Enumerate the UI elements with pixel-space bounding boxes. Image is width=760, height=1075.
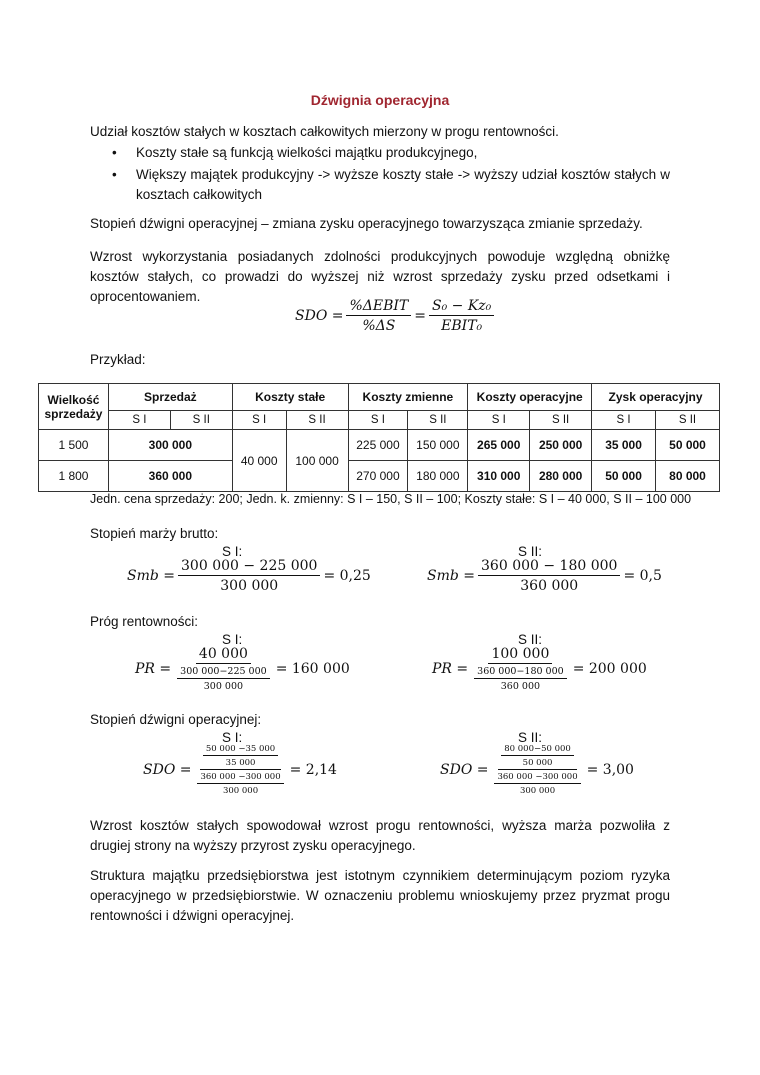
conclusion-paragraph-2: Struktura majątku przedsiębiorstwa jest istotnym czynnikiem determinującym poziom ryzyka operacyjnego w przedsiębiorstwie. W oznaczeniu problemu wnioskujemy przez pryzmat progu rentowności i dźwigni operacyjnej. xyxy=(90,868,670,923)
table-row xyxy=(39,430,720,461)
sdo-s1-formula xyxy=(143,744,337,796)
formula-numerator: 300 000 − 225 000 xyxy=(178,558,320,576)
bullet-icon: • xyxy=(112,167,117,182)
inner-numerator: 50 000 −35 000 xyxy=(203,744,278,756)
cell-variable-s1: 270 000 xyxy=(348,461,408,492)
formula-denominator: 300 000 xyxy=(220,578,279,594)
cell-profit-s1: 35 000 xyxy=(592,430,656,461)
subheader: S II xyxy=(656,411,720,430)
smb-s1-label: S I: xyxy=(222,544,243,559)
sdo-heading: Stopień dźwigni operacyjnej: xyxy=(90,712,262,727)
inner-denominator: 35 000 xyxy=(225,758,256,768)
inner-fraction xyxy=(203,744,278,768)
cell-variable-s2: 180 000 xyxy=(408,461,468,492)
formula-numerator xyxy=(200,744,281,770)
cell-profit-s2: 80 000 xyxy=(656,461,720,492)
inner-numerator: 360 000−180 000 xyxy=(474,666,567,679)
page-title: Dźwignia operacyjna xyxy=(310,92,450,108)
pr-s1-formula xyxy=(135,646,350,692)
explanation-text: Wzrost wykorzystania posiadanych zdolności produkcyjnych powoduje względną obniżkę kosztów stałych, co prowadzi do wyższej niż wzrost sprzedaży zysku przed odsetkami i oprocentowaniem. xyxy=(90,249,670,304)
formula-denominator: %ΔS xyxy=(362,318,396,334)
formula-numerator: 40 000 xyxy=(196,646,251,664)
subheader: S I xyxy=(232,411,286,430)
bullet-icon: • xyxy=(112,145,117,160)
cell-profit-s2: 50 000 xyxy=(656,430,720,461)
list-item xyxy=(112,143,670,163)
bullet-list xyxy=(112,143,670,207)
sdo-s2-formula xyxy=(440,744,634,796)
formula-equals: = xyxy=(414,308,427,324)
inner-fraction xyxy=(197,772,283,796)
formula-numerator: 360 000 − 180 000 xyxy=(478,558,620,576)
subheader: S II xyxy=(286,411,348,430)
subheader: S I xyxy=(108,411,170,430)
smb-s2-formula xyxy=(427,558,662,594)
list-item xyxy=(112,165,670,205)
header-operating-costs: Koszty operacyjne xyxy=(468,384,592,411)
inner-denominator: 50 000 xyxy=(522,758,553,768)
formula-fraction xyxy=(346,298,411,334)
cell-operating-s2: 250 000 xyxy=(530,430,592,461)
intro-text: Udział kosztów stałych w kosztach całkowitych mierzony w progu rentowności. xyxy=(90,124,559,139)
definition-text: Stopień dźwigni operacyjnej – zmiana zysku operacyjnego towarzysząca zmianie sprzedaży. xyxy=(90,216,643,231)
formula-lhs: Smb = xyxy=(127,568,176,584)
inner-numerator: 80 000−50 000 xyxy=(501,744,574,756)
formula-numerator xyxy=(498,744,577,770)
conclusion-paragraph-1: Wzrost kosztów stałych spowodował wzrost progu rentowności, wyższa marża pozwoliła z drugiej strony na wyższy przyrost zysku operacyjnego. xyxy=(90,818,670,853)
sdo-s1-label: S I: xyxy=(222,730,243,745)
formula-lhs: SDO = xyxy=(143,762,192,778)
sdo-formula xyxy=(295,298,497,334)
inner-denominator: 300 000 xyxy=(519,786,556,796)
cell-volume: 1 500 xyxy=(39,430,109,461)
formula-result: = 3,00 xyxy=(586,762,634,778)
cell-profit-s1: 50 000 xyxy=(592,461,656,492)
cell-variable-s2: 150 000 xyxy=(408,430,468,461)
formula-lhs: PR = xyxy=(135,661,172,677)
inner-fraction xyxy=(501,744,574,768)
data-table xyxy=(38,383,720,492)
header-operating-profit: Zysk operacyjny xyxy=(592,384,720,411)
subheader: S II xyxy=(170,411,232,430)
formula-lhs: SDO = xyxy=(295,308,344,324)
formula-lhs: SDO = xyxy=(440,762,489,778)
formula-fraction xyxy=(174,646,273,692)
formula-lhs: Smb = xyxy=(427,568,476,584)
smb-s1-formula xyxy=(127,558,371,594)
formula-numerator: S₀ − Kz₀ xyxy=(429,298,494,316)
inner-denominator: 300 000 xyxy=(222,786,259,796)
pr-s1-label: S I: xyxy=(222,632,243,647)
subheader: S II xyxy=(408,411,468,430)
header-fixed-costs: Koszty stałe xyxy=(232,384,348,411)
formula-fraction xyxy=(194,744,286,796)
inner-numerator: 300 000−225 000 xyxy=(177,666,270,679)
smb-s2-label: S II: xyxy=(518,544,543,559)
subheader: S I xyxy=(348,411,408,430)
bullet-text: Większy majątek produkcyjny -> wyższe koszty stałe -> wyższy udział kosztów stałych w kosztach całkowitych xyxy=(136,167,670,202)
formula-denominator xyxy=(491,770,583,796)
example-label: Przykład: xyxy=(90,352,146,367)
formula-result: = 0,5 xyxy=(623,568,662,584)
cell-operating-s1: 265 000 xyxy=(468,430,530,461)
formula-fraction xyxy=(178,558,320,594)
header-volume: Wielkość sprzedaży xyxy=(39,384,109,430)
inner-fraction xyxy=(494,772,580,796)
cell-operating-s1: 310 000 xyxy=(468,461,530,492)
formula-fraction xyxy=(478,558,620,594)
pr-s2-label: S II: xyxy=(518,632,543,647)
cell-fixed-s2: 100 000 xyxy=(286,430,348,492)
inner-fraction xyxy=(474,666,567,692)
cell-sales: 300 000 xyxy=(108,430,232,461)
inner-numerator: 360 000 −300 000 xyxy=(494,772,580,784)
formula-denominator: 360 000 xyxy=(520,578,579,594)
formula-result: = 160 000 xyxy=(275,661,350,677)
formula-denominator: EBIT₀ xyxy=(441,318,483,334)
subheader: S II xyxy=(530,411,592,430)
table-row xyxy=(39,461,720,492)
pr-s2-formula xyxy=(432,646,647,692)
formula-numerator: 100 000 xyxy=(488,646,552,664)
cell-volume: 1 800 xyxy=(39,461,109,492)
formula-result: = 2,14 xyxy=(289,762,337,778)
bullet-text: Koszty stałe są funkcją wielkości majątku produkcyjnego, xyxy=(136,145,478,160)
formula-denominator xyxy=(174,664,273,692)
subheader: S I xyxy=(468,411,530,430)
pr-heading: Próg rentowności: xyxy=(90,614,199,629)
formula-fraction xyxy=(429,298,494,334)
formula-result: = 200 000 xyxy=(572,661,647,677)
header-variable-costs: Koszty zmienne xyxy=(348,384,468,411)
cell-fixed-s1: 40 000 xyxy=(232,430,286,492)
header-sales: Sprzedaż xyxy=(108,384,232,411)
inner-denominator: 360 000 xyxy=(500,681,541,692)
cell-sales: 360 000 xyxy=(108,461,232,492)
table-note: Jedn. cena sprzedaży: 200; Jedn. k. zmienny: S I – 150, S II – 100; Koszty stałe: S I – 40 000, S II – 100 000 xyxy=(90,492,692,506)
inner-fraction xyxy=(177,666,270,692)
inner-numerator: 360 000 −300 000 xyxy=(197,772,283,784)
formula-fraction xyxy=(471,646,570,692)
formula-denominator xyxy=(471,664,570,692)
cell-variable-s1: 225 000 xyxy=(348,430,408,461)
formula-lhs: PR = xyxy=(432,661,469,677)
sdo-s2-label: S II: xyxy=(518,730,543,745)
formula-numerator: %ΔEBIT xyxy=(346,298,411,316)
formula-result: = 0,25 xyxy=(323,568,371,584)
formula-denominator xyxy=(194,770,286,796)
cell-operating-s2: 280 000 xyxy=(530,461,592,492)
inner-denominator: 300 000 xyxy=(203,681,244,692)
smb-heading: Stopień marży brutto: xyxy=(90,526,219,541)
formula-fraction xyxy=(491,744,583,796)
subheader: S I xyxy=(592,411,656,430)
